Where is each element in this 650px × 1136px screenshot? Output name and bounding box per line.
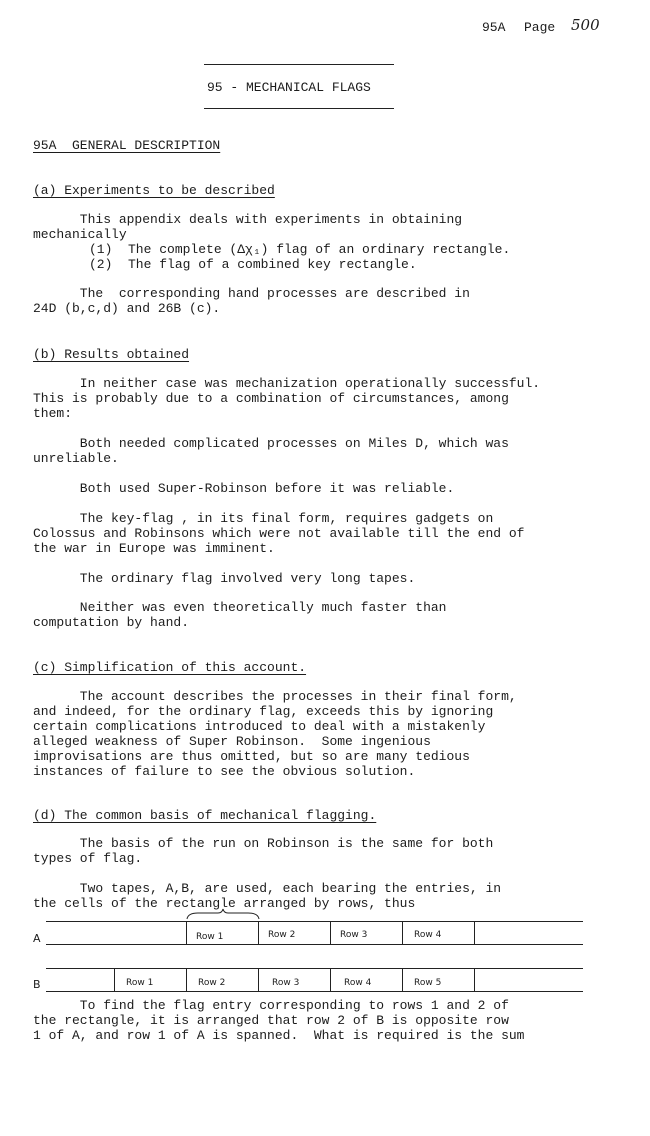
- b-para4-line1: The key-flag , in its final form, requires gadgets on: [33, 511, 494, 526]
- subsection-a-heading: (a) Experiments to be described: [33, 183, 275, 198]
- c-para1-line6: instances of failure to see the obvious solution.: [33, 764, 416, 779]
- b-para2-line1: Both needed complicated processes on Miles D, which was: [33, 436, 509, 451]
- subsection-c-heading: (c) Simplification of this account.: [33, 660, 307, 675]
- a-para2-line1: The corresponding hand processes are described in: [33, 286, 470, 301]
- tape-a-bottom-edge: [46, 944, 583, 945]
- d-para1-line2: types of flag.: [33, 851, 143, 866]
- tape-b-cell: Row 3: [272, 978, 300, 988]
- c-para1-line1: The account describes the processes in their final form,: [33, 689, 517, 704]
- c-para1-line3: certain complications introduced to deal with a mistakenly: [33, 719, 486, 734]
- tape-b-cell: Row 4: [344, 978, 372, 988]
- tape-b-divider: [186, 968, 187, 991]
- a-item-1: (1) The complete (Δχ₁) flag of an ordinary rectangle.: [89, 242, 511, 257]
- tape-a-divider: [330, 921, 331, 944]
- tape-b-divider: [474, 968, 475, 991]
- title-rule-bottom: [204, 108, 394, 109]
- b-para4-line3: the war in Europe was imminent.: [33, 541, 275, 556]
- tape-a-top-edge: [46, 921, 583, 922]
- subsection-d-heading: (d) The common basis of mechanical flagging.: [33, 808, 377, 823]
- b-para1-line3: them:: [33, 406, 73, 421]
- tape-b-label: B: [33, 978, 41, 991]
- d-para3-line2: the rectangle, it is arranged that row 2 of B is opposite row: [33, 1013, 509, 1028]
- tape-b-divider: [402, 968, 403, 991]
- tape-b-divider: [258, 968, 259, 991]
- b-para5-line1: The ordinary flag involved very long tapes.: [33, 571, 416, 586]
- d-para2-line1: Two tapes, A,B, are used, each bearing the entries, in: [33, 881, 502, 896]
- section-heading: 95A GENERAL DESCRIPTION: [33, 138, 221, 153]
- d-para1-line1: The basis of the run on Robinson is the same for both: [33, 836, 494, 851]
- page-title: 95 - MECHANICAL FLAGS: [207, 80, 371, 95]
- tape-b-cell: Row 1: [126, 978, 154, 988]
- tape-a-cell: Row 4: [414, 930, 442, 940]
- a-para1-line2: mechanically: [33, 227, 127, 242]
- header-ref: 95A: [482, 20, 506, 35]
- tape-a-cell: Row 3: [340, 930, 368, 940]
- tape-b-bottom-edge: [46, 991, 583, 992]
- tape-a-cell: Row 2: [268, 930, 296, 940]
- title-rule-top: [204, 64, 394, 65]
- b-para6-line2: computation by hand.: [33, 615, 190, 630]
- b-para4-line2: Colossus and Robinsons which were not available till the end of: [33, 526, 525, 541]
- d-para2-line2: the cells of the rectangle arranged by rows, thus: [33, 896, 416, 911]
- a-para1-line1: This appendix deals with experiments in obtaining: [33, 212, 463, 227]
- d-para3-line1: To find the flag entry corresponding to rows 1 and 2 of: [33, 998, 509, 1013]
- b-para2-line2: unreliable.: [33, 451, 119, 466]
- tape-a-divider: [258, 921, 259, 944]
- tape-a-divider: [474, 921, 475, 944]
- c-para1-line2: and indeed, for the ordinary flag, exceeds this by ignoring: [33, 704, 494, 719]
- b-para3-line1: Both used Super-Robinson before it was reliable.: [33, 481, 455, 496]
- tape-b-divider: [114, 968, 115, 991]
- c-para1-line4: alleged weakness of Super Robinson. Some ingenious: [33, 734, 431, 749]
- subsection-b-heading: (b) Results obtained: [33, 347, 190, 362]
- b-para6-line1: Neither was even theoretically much faster than: [33, 600, 447, 615]
- b-para1-line1: In neither case was mechanization operationally successful.: [33, 376, 541, 391]
- tape-b-cell: Row 5: [414, 978, 442, 988]
- tape-a-divider: [402, 921, 403, 944]
- tape-b-cell: Row 2: [198, 978, 226, 988]
- tape-a-label: A: [33, 932, 41, 945]
- tape-b-divider: [330, 968, 331, 991]
- a-para2-line2: 24D (b,c,d) and 26B (c).: [33, 301, 221, 316]
- d-para3-line3: 1 of A, and row 1 of A is spanned. What is required is the sum: [33, 1028, 525, 1043]
- tape-a-divider: [186, 921, 187, 944]
- b-para1-line2: This is probably due to a combination of circumstances, among: [33, 391, 509, 406]
- a-item-2: (2) The flag of a combined key rectangle.: [89, 257, 417, 272]
- header-page-number: 500: [571, 16, 600, 34]
- rectangle-brace: [186, 908, 260, 920]
- tape-b-top-edge: [46, 968, 583, 969]
- c-para1-line5: improvisations are thus omitted, but so are many tedious: [33, 749, 470, 764]
- header-page-label: Page: [524, 20, 556, 35]
- tape-a-cell: Row 1: [196, 932, 224, 942]
